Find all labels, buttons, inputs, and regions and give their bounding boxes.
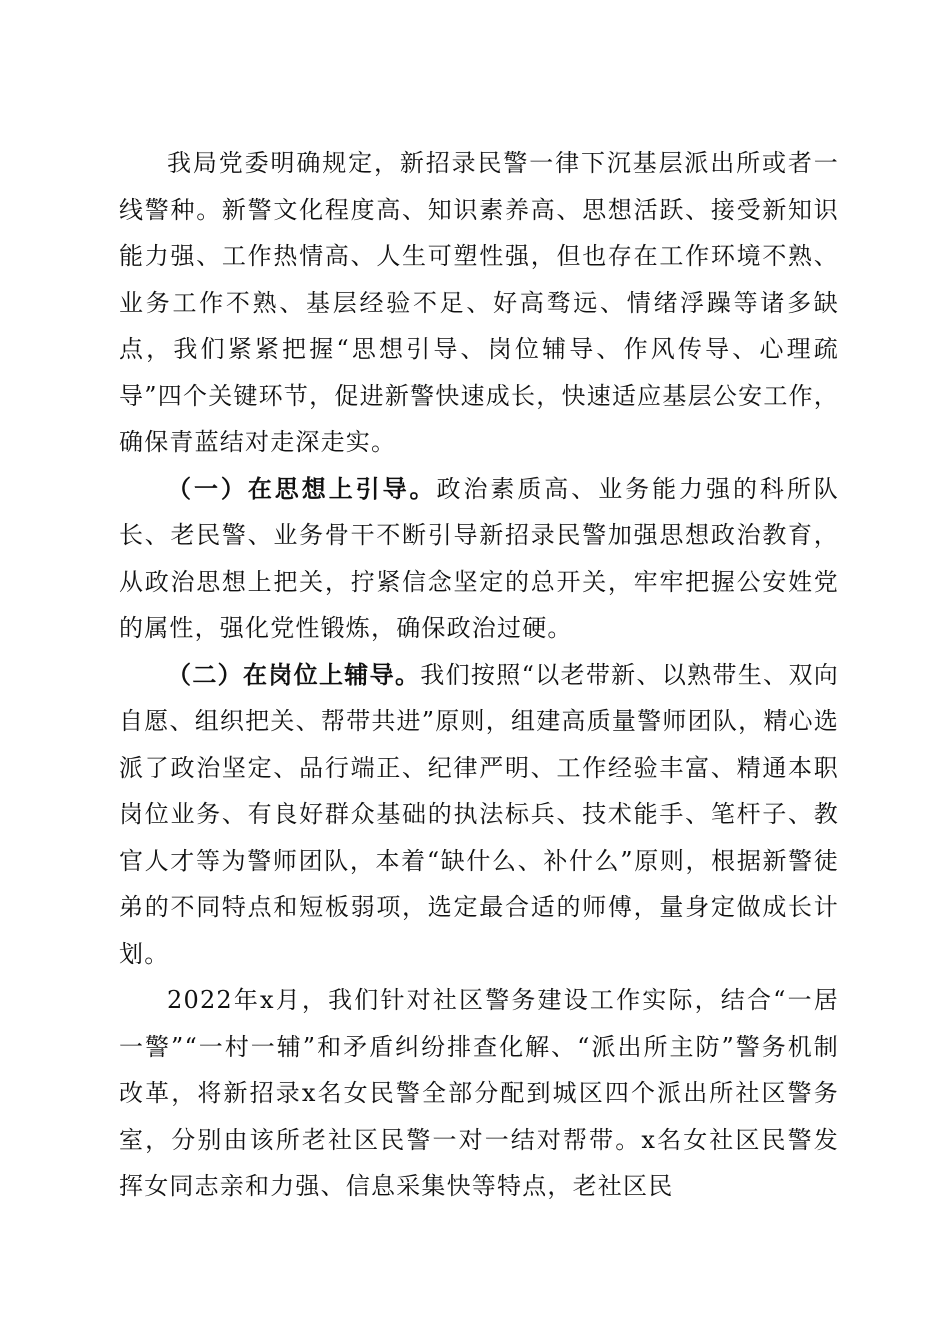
- paragraph-community-policing: [119, 977, 839, 1210]
- paragraph-intro: [119, 140, 839, 466]
- paragraph-ideology-guidance: [119, 466, 839, 652]
- paragraph-intro-text: 我局党委明确规定，新招录民警一律下沉基层派出所或者一线警种。新警文化程度高、知识素养高、思想活跃、接受新知识能力强、工作热情高、人生可塑性强，但也存在工作环境不熟、业务工作不熟、基层经验不足、好高骛远、情绪浮躁等诸多缺点，我们紧紧把握“思想引导、岗位辅导、作风传导、心理疏导”四个关键环节，促进新警快速成长，快速适应基层公安工作，确保青蓝结对走深走实。: [119, 149, 839, 456]
- document-body: [119, 140, 839, 1210]
- paragraph-post-tutoring: [119, 652, 839, 978]
- paragraph-ideology-text: 政治素质高、业务能力强的科所队长、老民警、业务骨干不断引导新招录民警加强思想政治教育，从政治思想上把关，拧紧信念坚定的总开关，牢牢把握公安姓党的属性，强化党性锻炼，确保政治过硬。: [119, 474, 839, 642]
- paragraph-community-text: 2022年x月，我们针对社区警务建设工作实际，结合“一居一警”“一村一辅”和矛盾纠纷排查化解、“派出所主防”警务机制改革，将新招录x名女民警全部分配到城区四个派出所社区警务室，分别由该所老社区民警一对一结对帮带。x名女社区民警发挥女同志亲和力强、信息采集快等特点，老社区民: [119, 986, 839, 1200]
- paragraph-post-text: 我们按照“以老带新、以熟带生、双向自愿、组织把关、帮带共进”原则，组建高质量警师团队，精心选派了政治坚定、品行端正、纪律严明、工作经验丰富、精通本职岗位业务、有良好群众基础的执法标兵、技术能手、笔杆子、教官人才等为警师团队，本着“缺什么、补什么”原则，根据新警徒弟的不同特点和短板弱项，选定最合适的师傅，量身定做成长计划。: [119, 660, 839, 968]
- section-heading-post: （二）在岗位上辅导。: [167, 659, 421, 689]
- section-heading-ideology: （一）在思想上引导。: [167, 473, 437, 503]
